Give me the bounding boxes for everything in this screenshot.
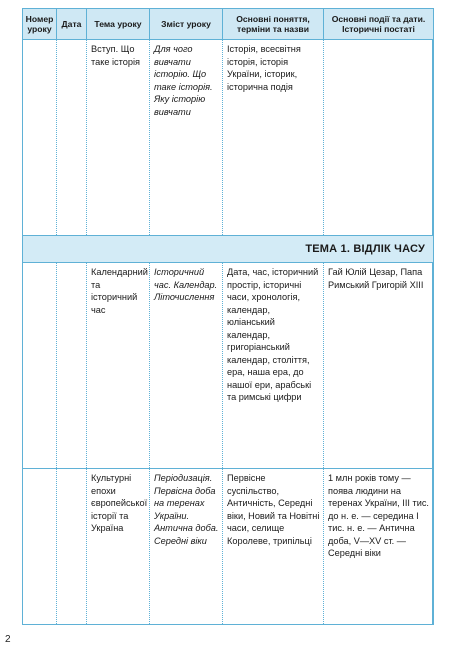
table-row (23, 469, 434, 625)
header-lesson-number: Номер уроку (23, 9, 57, 40)
header-events-dates: Основні події та дати. Історичні постаті (324, 9, 434, 40)
table-row (23, 40, 434, 236)
lesson-number-cell (23, 40, 57, 236)
content-cell: Історичний час. Календар. Літочислення (150, 263, 223, 469)
events-cell: 1 млн років тому — поява людини на теренах України, ІІІ тис. до н. е. — середина І тис. н. е. — Антична доба, V—XV ст. — Середні віки (324, 469, 434, 625)
table-header-row (23, 9, 434, 40)
topic-heading: ТЕМА 1. ВІДЛІК ЧАСУ (305, 243, 425, 255)
topic-heading-row (23, 236, 434, 263)
date-cell (57, 263, 87, 469)
content-cell: Періодизація. Первісна доба на теренах України. Антична доба. Середні віки (150, 469, 223, 625)
events-cell: Гай Юлій Цезар, Папа Римський Григорій XIII (324, 263, 434, 469)
topic-cell: Культурні епохи європейської історії та Україна (87, 469, 150, 625)
date-cell (57, 40, 87, 236)
concepts-cell: Дата, час, історичний простір, історичні часи, хронологія, календар, юліанський календар, григоріанський календар, століття, ера, наша ера, до нашої ери, арабські та римські цифри (223, 263, 324, 469)
lesson-number-cell (23, 263, 57, 469)
content-cell: Для чого вивчати історію. Що таке історія. Яку історію вивчати (150, 40, 223, 236)
lesson-number-cell (23, 469, 57, 625)
lesson-plan-table (22, 8, 434, 625)
concepts-cell: Первісне суспільство, Античність, Середні віки, Новий та Новітні часи, селище Королеве, трипільці (223, 469, 324, 625)
date-cell (57, 469, 87, 625)
events-cell (324, 40, 434, 236)
topic-cell: Календарний та історичний час (87, 263, 150, 469)
topic-cell: Вступ. Що таке історія (87, 40, 150, 236)
header-lesson-content: Зміст уроку (150, 9, 223, 40)
table-row (23, 263, 434, 469)
page-number: 2 (5, 634, 11, 645)
header-lesson-topic: Тема уроку (87, 9, 150, 40)
header-key-concepts: Основні поняття, терміни та назви (223, 9, 324, 40)
concepts-cell: Історія, всесвітня історія, історія України, історик, історична подія (223, 40, 324, 236)
header-date: Дата (57, 9, 87, 40)
